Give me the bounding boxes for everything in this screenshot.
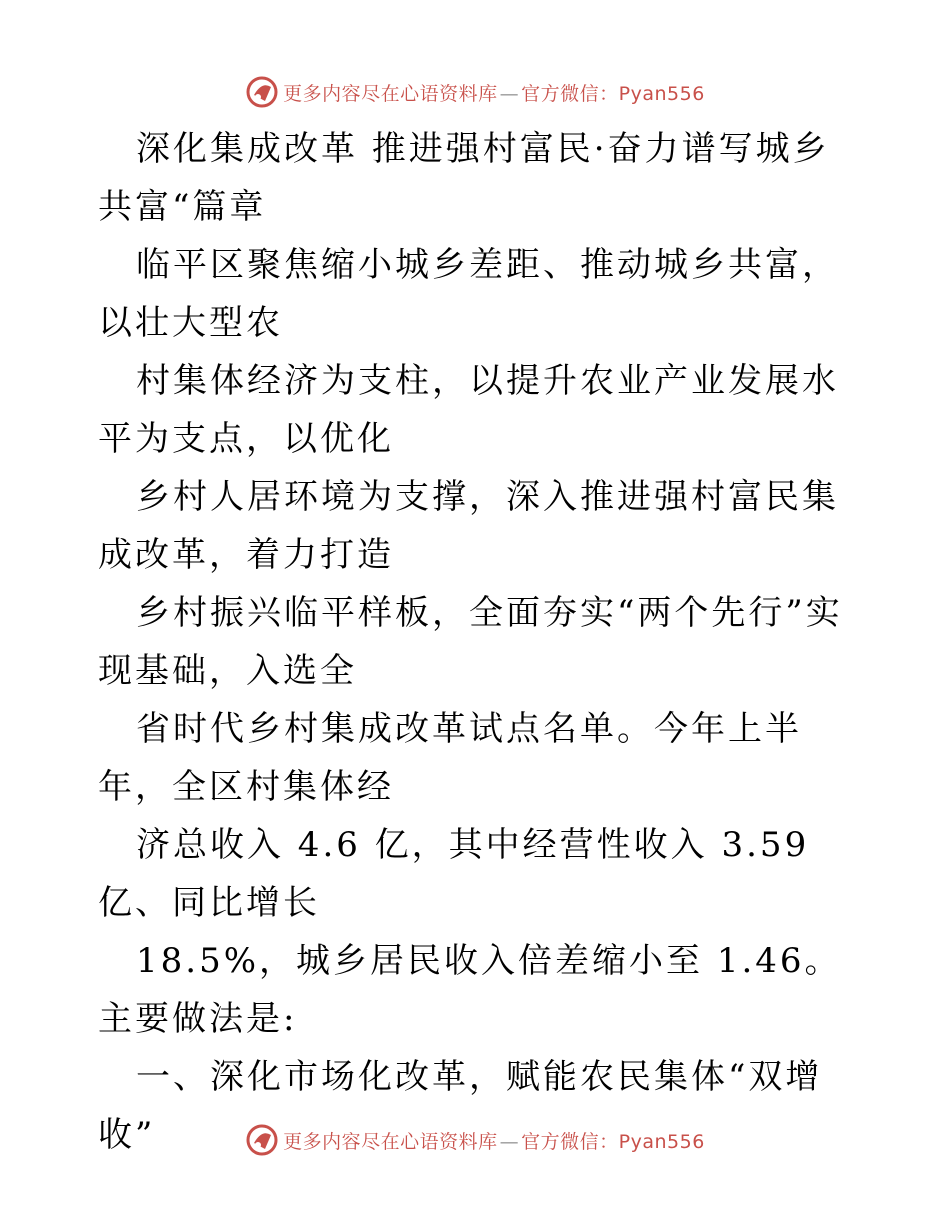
paragraph: 乡村振兴临平样板，全面夯实“两个先行”实现基础，入选全: [98, 593, 843, 691]
paragraph: 村集体经济为支柱，以提升农业产业发展水平为支点，以优化: [98, 361, 839, 459]
document-body: [98, 120, 858, 1164]
watermark-text: 更多内容尽在心语资料库 — 官方微信：Pyan556: [283, 82, 705, 105]
header-watermark-banner: [0, 70, 950, 114]
watermark-text: 更多内容尽在心语资料库 — 官方微信：Pyan556: [283, 1130, 705, 1153]
section-heading: 一、深化市场化改革，赋能农民集体“双增收”: [98, 1057, 823, 1155]
library-logo-icon: [245, 1123, 279, 1157]
library-logo-icon: [245, 75, 279, 109]
footer-watermark-banner: [0, 1118, 950, 1162]
paragraph: 18.5%，城乡居民收入倍差缩小至 1.46。主要做法是:: [98, 941, 842, 1039]
paragraph: 临平区聚焦缩小城乡差距、推动城乡共富，以壮大型农: [98, 245, 839, 343]
paragraph: 乡村人居环境为支撑，深入推进强村富民集成改革，着力打造: [98, 477, 839, 575]
paragraph: 省时代乡村集成改革试点名单。今年上半年，全区村集体经: [98, 709, 802, 807]
paragraph: 济总收入 4.6 亿，其中经营性收入 3.59 亿、同比增长: [98, 825, 810, 923]
document-title: 深化集成改革 推进强村富民·奋力谱写城乡共富“篇章: [98, 129, 830, 227]
